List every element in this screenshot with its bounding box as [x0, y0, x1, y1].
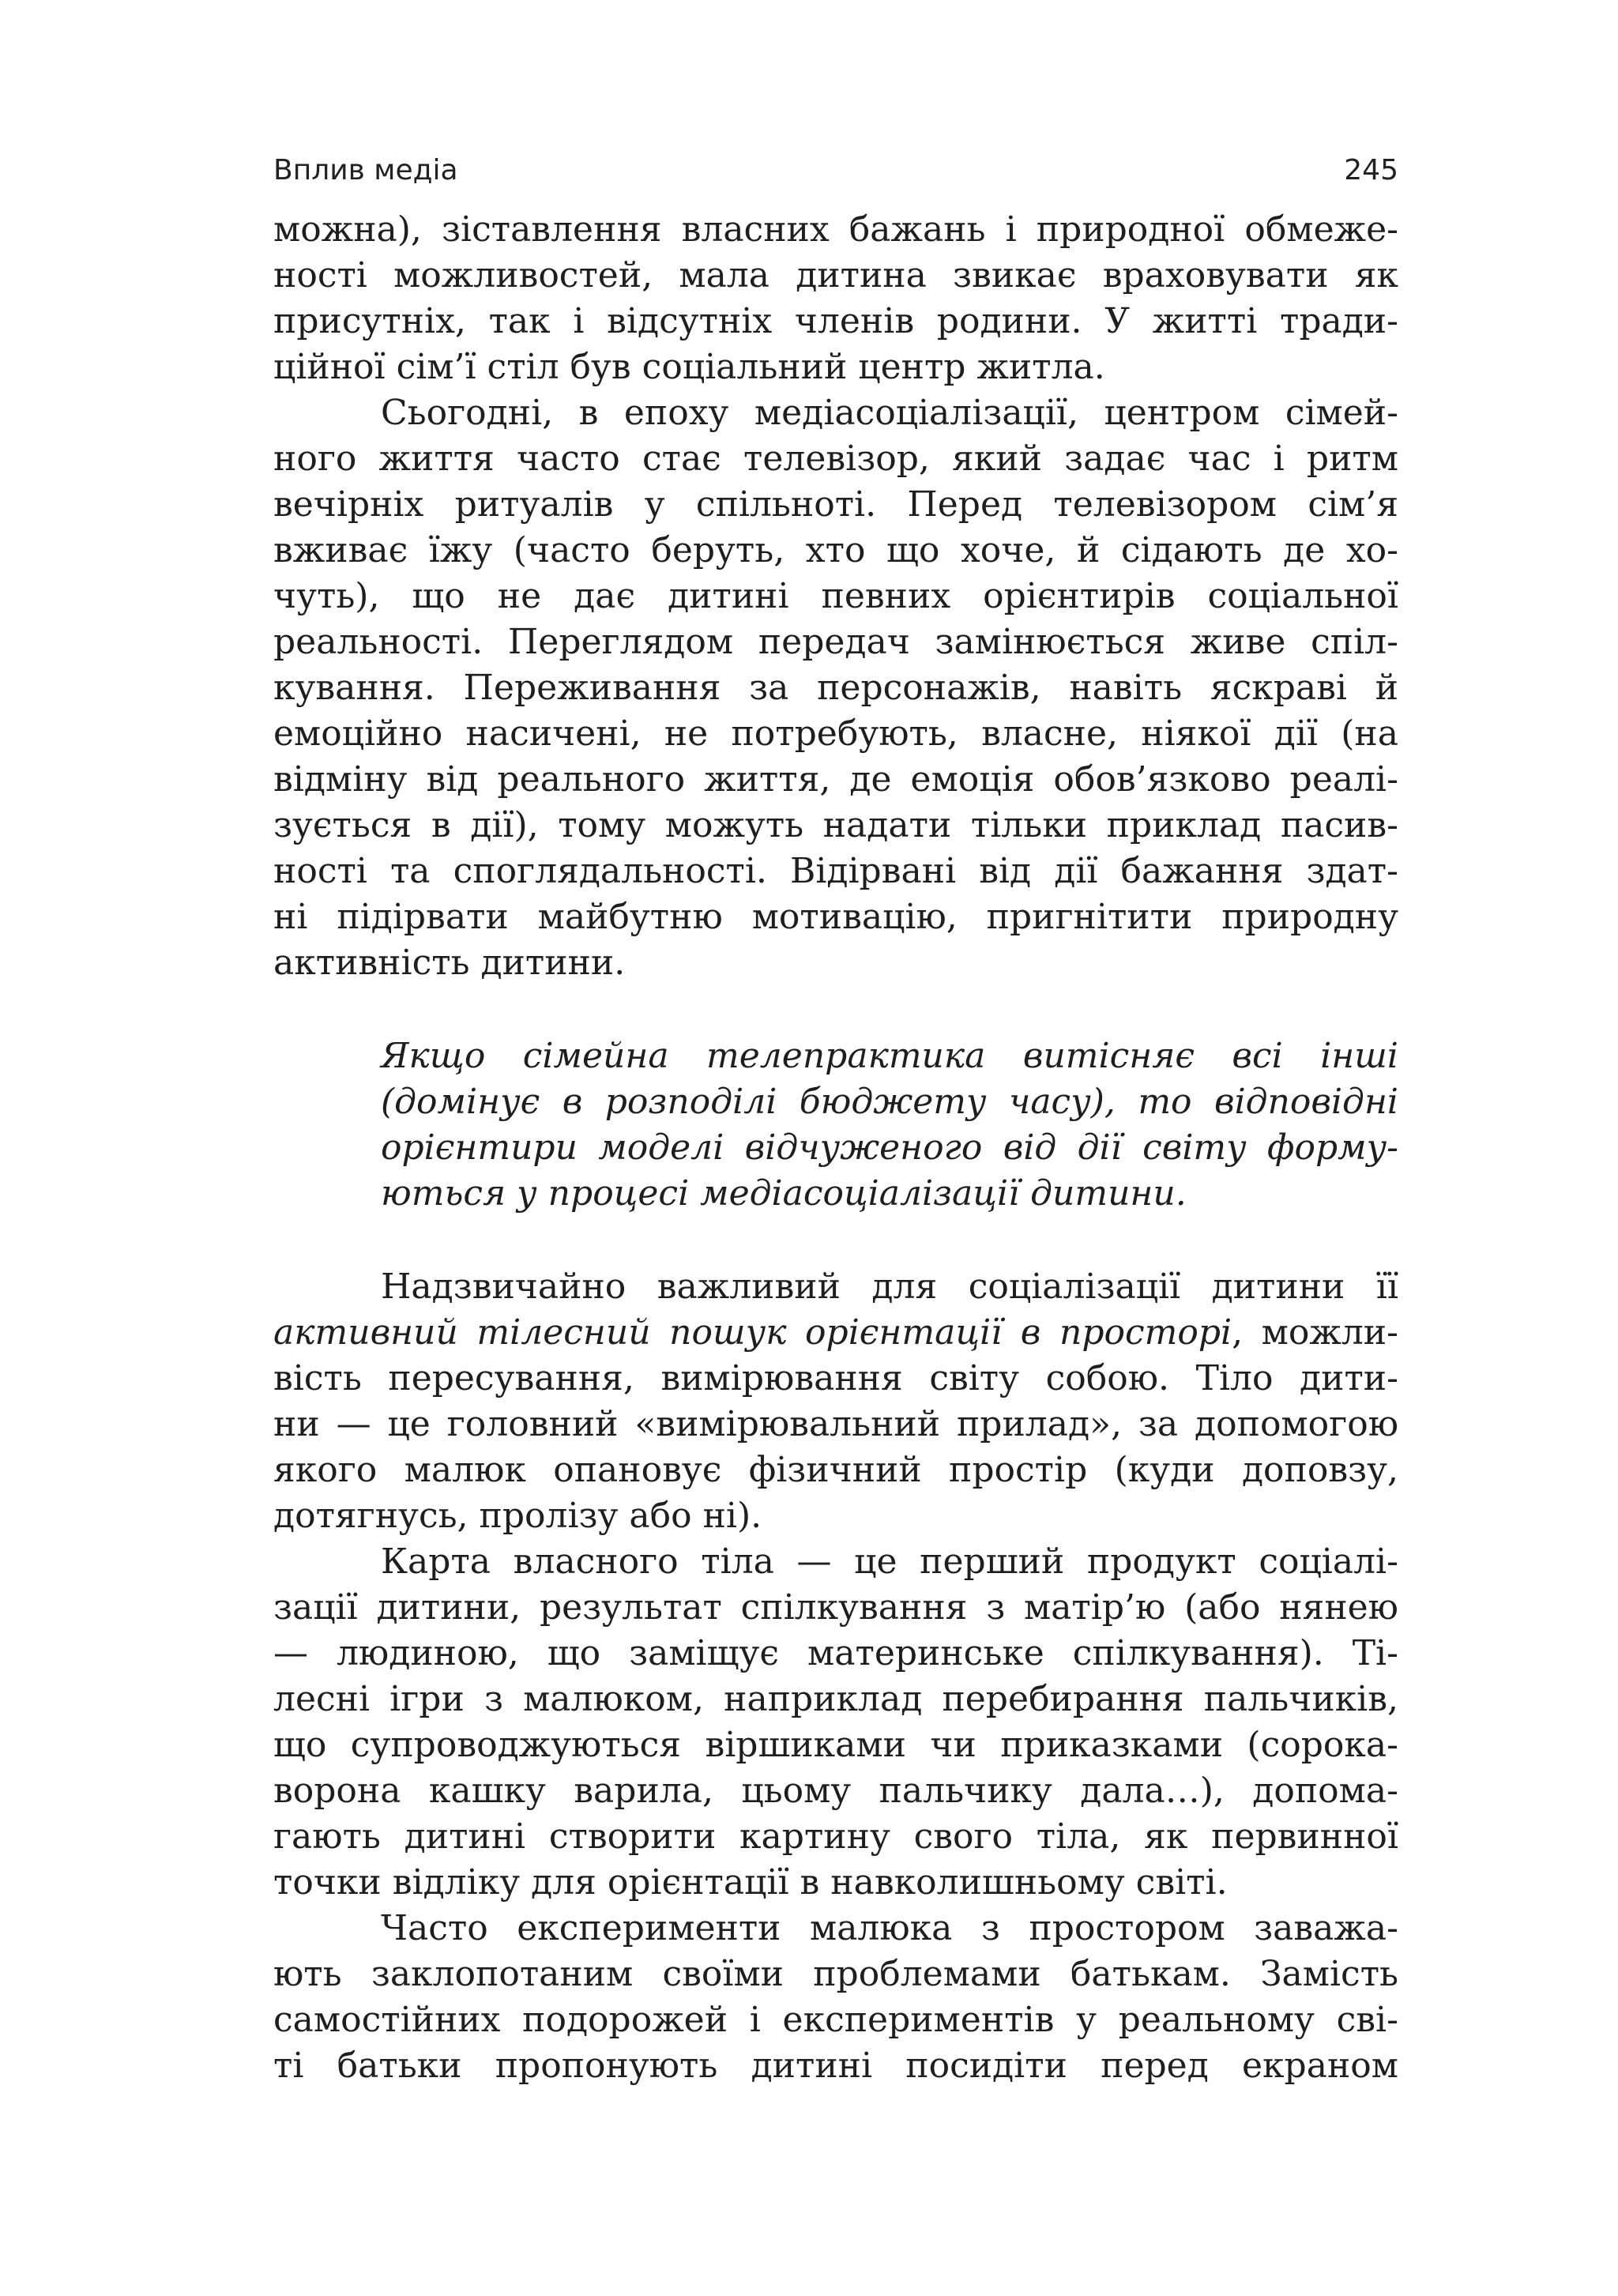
paragraph: [273, 1539, 1398, 1906]
page-number: 245: [1344, 154, 1398, 186]
text-line: ності можливостей, мала дитина звикає враховувати як: [273, 255, 1398, 295]
text-line: ни — це головний «вимірювальний прилад», за допомогою: [273, 1404, 1398, 1444]
text-line: вість пересування, вимірювання світу собою. Тіло дити-: [273, 1358, 1398, 1398]
text-line: Карта власного тіла — це перший продукт соціалі-: [381, 1541, 1398, 1582]
text-line: зується в дії), тому можуть надати тільки приклад пасив-: [273, 805, 1398, 845]
quote-line: (домінує в розподілі бюджету часу), то відповідні: [381, 1082, 1398, 1122]
text-line: емоційно насичені, не потребують, власне, ніякої дії (на: [273, 713, 1398, 754]
text-line: вживає їжу (часто беруть, хто що хоче, й сідають де хо-: [273, 530, 1398, 570]
text-line: лесні ігри з малюком, наприклад перебирання пальчиків,: [273, 1679, 1398, 1719]
text-line: самостійних подорожей і експериментів у реальному сві-: [273, 2000, 1398, 2040]
text-line: точки відліку для орієнтації в навколишньому світі.: [273, 1862, 1228, 1903]
text-line: Часто експерименти малюка з простором заважа-: [381, 1908, 1398, 1948]
quote-line: Якщо сімейна телепрактика витісняє всі інші: [381, 1036, 1398, 1076]
text-line: присутніх, так і відсутніх членів родини. У житті тради-: [273, 301, 1398, 341]
text-line: що супроводжуються віршиками чи приказками (сорока-: [273, 1725, 1398, 1765]
text-line: зації дитини, результат спілкування з матір’ю (або нянею: [273, 1587, 1398, 1628]
text-line: якого малюк опановує фізичний простір (куди доповзу,: [273, 1450, 1398, 1490]
text-line: ного життя часто стає телевізор, який задає час і ритм: [273, 438, 1398, 479]
text-line: Надзвичайно важливий для соціалізації дитини її: [381, 1267, 1398, 1307]
text-line: можна), зіставлення власних бажань і природної обмеже-: [273, 209, 1398, 250]
text-line: ворона кашку варила, цьому пальчику дала…), допома-: [273, 1771, 1398, 1811]
text-line: ють заклопотаним своїми проблемами батькам. Замість: [273, 1954, 1398, 1994]
quote-line: орієнтири моделі відчуженого від дії світу форму-: [381, 1127, 1398, 1168]
running-title: Вплив медіа: [273, 154, 458, 186]
text-line: ності та споглядальності. Відірвані від дії бажання здат-: [273, 851, 1398, 891]
text-line: ті батьки пропонують дитині посидіти перед екраном: [273, 2046, 1398, 2086]
text-line: ні підірвати майбутню мотивацію, пригнітити природну: [273, 897, 1398, 937]
body-text: [273, 207, 1398, 2089]
text-line: реальності. Переглядом передач замінюється живе спіл-: [273, 622, 1398, 662]
text-line: кування. Переживання за персонажів, навіть яскраві й: [273, 668, 1398, 708]
quote-block: [273, 1033, 1398, 1217]
text-line: дотягнусь, пролізу або ні).: [273, 1496, 762, 1536]
quote-line: ються у процесі медіасоціалізації дитини.: [381, 1173, 1187, 1214]
text-line: чуть), що не дає дитині певних орієнтирів соціальної: [273, 576, 1398, 616]
text-line: гають дитині створити картину свого тіла, як первинної: [273, 1816, 1398, 1857]
paragraph: [273, 1906, 1398, 2089]
running-header: [273, 150, 1398, 191]
paragraph: [273, 1264, 1398, 1539]
text-segment: , можли-: [1232, 1312, 1399, 1353]
text-line: — людиною, що заміщує материнське спілкування). Ті-: [273, 1633, 1398, 1673]
text-line: Сьогодні, в епоху медіасоціалізації, центром сімей-: [381, 393, 1398, 433]
text-line: вечірніх ритуалів у спільноті. Перед телевізором сім’я: [273, 484, 1398, 525]
paragraph: [273, 390, 1398, 986]
text-line: [273, 1310, 1398, 1356]
emphasis-text: активний тілесний пошук орієнтації в просторі: [273, 1312, 1232, 1353]
text-line: активність дитини.: [273, 943, 626, 983]
text-line: відміну від реального життя, де емоція обов’язково реалі-: [273, 759, 1398, 800]
text-line: ційної сім’ї стіл був соціальний центр житла.: [273, 347, 1105, 387]
paragraph: [273, 207, 1398, 390]
